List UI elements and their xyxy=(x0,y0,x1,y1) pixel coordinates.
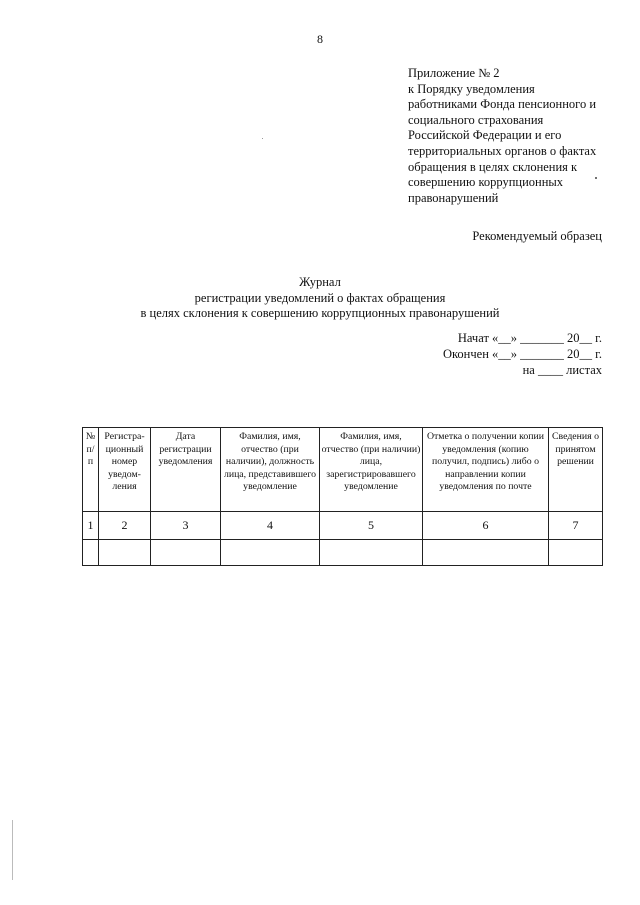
empty-cell xyxy=(83,540,99,566)
sample-label: Рекомендуемый образец xyxy=(472,229,602,243)
column-number-cell: 2 xyxy=(99,512,151,540)
empty-cell xyxy=(99,540,151,566)
header-cell: Регистра-ционный номер уведом-ления xyxy=(99,428,151,512)
scan-margin-line xyxy=(12,820,13,880)
column-number-cell: 5 xyxy=(320,512,423,540)
empty-cell xyxy=(320,540,423,566)
appendix-line: Приложение № 2 xyxy=(408,66,500,80)
table-header-row xyxy=(83,428,603,512)
appendix-line: к Порядку уведомления xyxy=(408,81,535,96)
column-number-cell: 4 xyxy=(221,512,320,540)
header-cell: Отметка о получении копии уведомления (копию получил, подпись) либо о направлении копии уведомления по почте xyxy=(423,428,549,512)
journal-heading xyxy=(0,275,640,322)
column-number-cell: 6 xyxy=(423,512,549,540)
empty-cell xyxy=(221,540,320,566)
scan-speck xyxy=(262,138,263,139)
header-cell: Фамилия, имя, отчество (при наличии) лица, зарегистрировавшего уведомление xyxy=(320,428,423,512)
header-cell: № п/п xyxy=(83,428,99,512)
scan-speck xyxy=(595,177,597,179)
appendix-line: Российской Федерации и его xyxy=(408,128,562,143)
appendix-line: работниками Фонда пенсионного и xyxy=(408,97,597,112)
page-number: 8 xyxy=(317,32,323,46)
appendix-header xyxy=(408,66,623,206)
journal-subtitle: регистрации уведомлений о фактах обращения xyxy=(194,290,446,305)
journal-subtitle: в целях склонения к совершению коррупционных правонарушений xyxy=(140,306,500,320)
ended-date: Окончен «__» _______ 20__ г. xyxy=(442,346,602,361)
header-cell: Фамилия, имя, отчество (при наличии), должность лица, представившего уведомление xyxy=(221,428,320,512)
header-cell: Сведения о принятом решении xyxy=(549,428,603,512)
column-number-cell: 7 xyxy=(549,512,603,540)
journal-dates xyxy=(443,331,602,378)
sheets-count: на ____ листах xyxy=(522,362,602,377)
journal-title: Журнал xyxy=(299,275,341,289)
appendix-line: правонарушений xyxy=(408,190,499,205)
registration-table xyxy=(82,427,603,566)
appendix-line: совершению коррупционных xyxy=(408,175,564,190)
empty-cell xyxy=(151,540,221,566)
header-cell: Дата регистрации уведомления xyxy=(151,428,221,512)
table-row xyxy=(83,540,603,566)
column-number-cell: 3 xyxy=(151,512,221,540)
started-date: Начат «__» _______ 20__ г. xyxy=(457,331,602,345)
appendix-line: социального страхования xyxy=(408,112,544,127)
table-row xyxy=(83,512,603,540)
empty-cell xyxy=(423,540,549,566)
appendix-line: обращения в целях склонения к xyxy=(408,159,578,174)
empty-cell xyxy=(549,540,603,566)
column-number-cell: 1 xyxy=(83,512,99,540)
appendix-line: территориальных органов о фактах xyxy=(408,143,597,158)
